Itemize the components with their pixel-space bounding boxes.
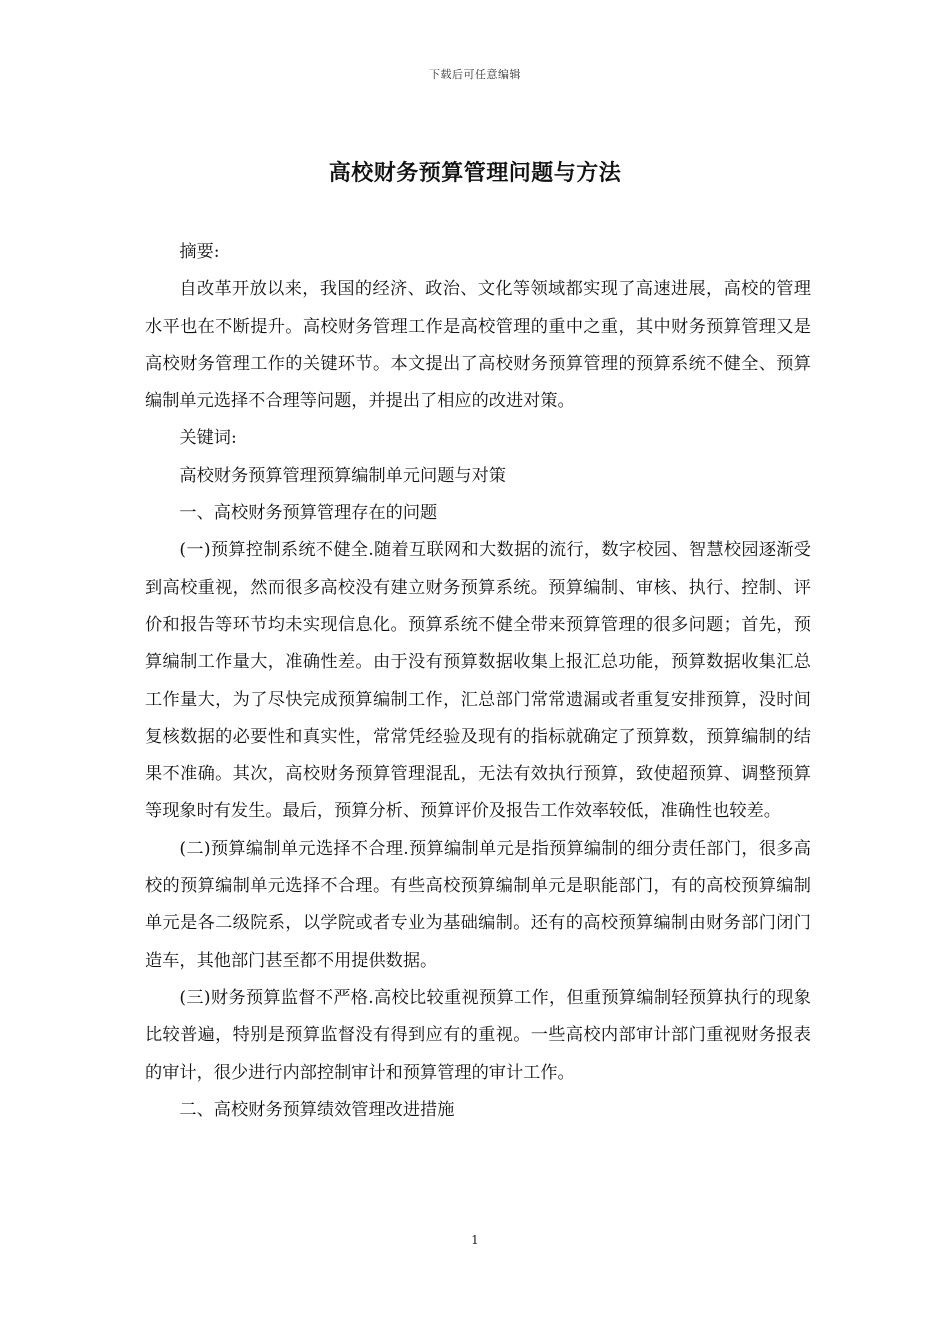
document-title: 高校财务预算管理问题与方法 [328,160,622,186]
section-heading-2: 二、高校财务预算绩效管理改进措施 [179,1099,455,1120]
body-paragraph: (一)预算控制系统不健全.随着互联网和大数据的流行，数字校园、智慧校园逐渐受到高校重视，然而很多高校没有建立财务预算系统。预算编制、审核、执行、控制、评价和报告等环节均未实现信息化。预算系统不健全带来预算管理的很多问题；首先，预算编制工作量大，准确性差。由于没有预算数据收集上报汇总功能，预算数据收集汇总工作量大，为了尽快完成预算编制工作，汇总部门常常遗漏或者重复安排预算，没时间复核数据的必要性和真实性，常常凭经验及现有的指标就确定了预算数，预算编制的结果不准确。其次，高校财务预算管理混乱，无法有效执行预算，致使超预算、调整预算等现象时有发生。最后，预算分析、预算评价及报告工作效率较低，准确性也较差。 [145,540,811,822]
document-body [145,234,811,1129]
keywords-label: 关键词: [179,428,237,449]
section-heading-1: 一、高校财务预算管理存在的问题 [179,503,438,524]
abstract-paragraph: 自改革开放以来，我国的经济、政治、文化等领域都实现了高速进展，高校的管理水平也在不断提升。高校财务管理工作是高校管理的重中之重，其中财务预算管理又是高校财务管理工作的关键环节。本文提出了高校财务预算管理的预算系统不健全、预算编制单元选择不合理等问题，并提出了相应的改进对策。 [145,279,811,412]
body-paragraph: (二)预算编制单元选择不合理.预算编制单元是指预算编制的细分责任部门，很多高校的预算编制单元选择不合理。有些高校预算编制单元是职能部门，有的高校预算编制单元是各二级院系，以学院或者专业为基础编制。还有的高校预算编制由财务部门闭门造车，其他部门甚至都不用提供数据。 [145,838,811,971]
abstract-label: 摘要: [179,242,220,262]
body-paragraph: (三)财务预算监督不严格.高校比较重视预算工作，但重预算编制轻预算执行的现象比较普遍，特别是预算监督没有得到应有的重视。一些高校内部审计部门重视财务报表的审计，很少进行内部控制审计和预算管理的审计工作。 [145,987,811,1083]
page-number: 1 [471,1233,479,1247]
keywords-text: 高校财务预算管理预算编制单元问题与对策 [179,465,506,486]
page-header: 下载后可任意编辑 [429,68,521,81]
